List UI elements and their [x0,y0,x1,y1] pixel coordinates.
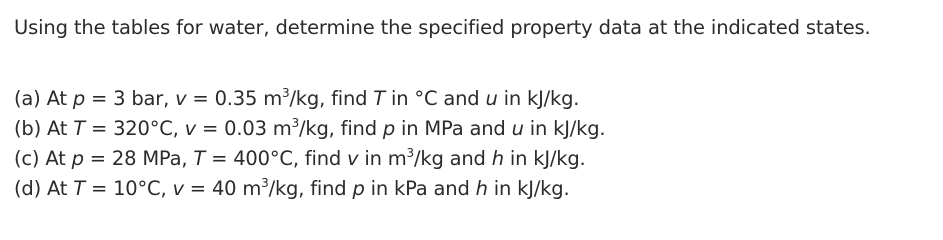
item-c [14,144,939,174]
item-c-t1: (c) At [14,147,72,170]
item-c-t2: = 28 MPa, [83,147,194,170]
item-a-t6: in kJ/kg. [497,87,580,110]
item-b-sup: 3 [291,115,300,130]
item-b-var-v: v [184,117,197,140]
item-b-t3: = 0.03 m [196,117,292,140]
item-d-t4: /kg, find [268,177,353,200]
intro-text: Using the tables for water, determine the specified property data at the indicated states. [14,16,871,39]
item-a-t2: = 3 bar, [85,87,176,110]
item-a-var-T: T [373,87,386,110]
item-b [14,114,939,144]
item-d-t3: = 40 m [183,177,262,200]
item-c-sup: 3 [406,145,414,160]
item-d-t1: (d) At [14,177,74,200]
item-d-t6: in kJ/kg. [487,177,570,200]
item-b-var-u: u [511,117,524,140]
item-d [14,174,939,204]
item-c-t3: = 400°C, find [205,147,348,170]
item-b-t6: in kJ/kg. [523,117,606,140]
item-d-sup: 3 [261,175,269,190]
item-d-var-v: v [172,177,184,200]
item-a-t3: = 0.35 m [186,87,282,110]
item-b-var-p: p [382,117,396,140]
item-c-t6: in kJ/kg. [503,147,586,170]
item-c-var-v: v [347,147,359,170]
item-a-var-v: v [175,87,187,110]
item-a-t4: /kg, find [289,87,374,110]
item-c-t5: /kg and [413,147,492,170]
item-d-t5: in kPa and [364,177,476,200]
item-c-var-T: T [193,147,206,170]
item-a-t1: (a) At [14,87,73,110]
problem-statement [14,14,939,204]
item-a-t5: in °C and [385,87,486,110]
item-b-t2: = 320°C, [84,117,185,140]
item-c-var-p: p [71,147,84,170]
item-a-sup: 3 [282,85,290,100]
item-a-var-u: u [485,87,498,110]
item-b-t5: in MPa and [395,117,512,140]
item-d-var-h: h [475,177,488,200]
item-c-t4: in m [358,147,407,170]
item-a-var-p: p [72,87,85,110]
item-b-t1: (b) At [14,117,74,140]
problem-items [14,84,939,204]
item-b-t4: /kg, find [299,117,383,140]
item-a [14,84,939,114]
item-d-var-p: p [352,177,365,200]
item-d-t2: = 10°C, [84,177,173,200]
item-d-var-T: T [73,177,85,200]
item-c-var-h: h [491,147,504,170]
item-b-var-T: T [73,117,85,140]
